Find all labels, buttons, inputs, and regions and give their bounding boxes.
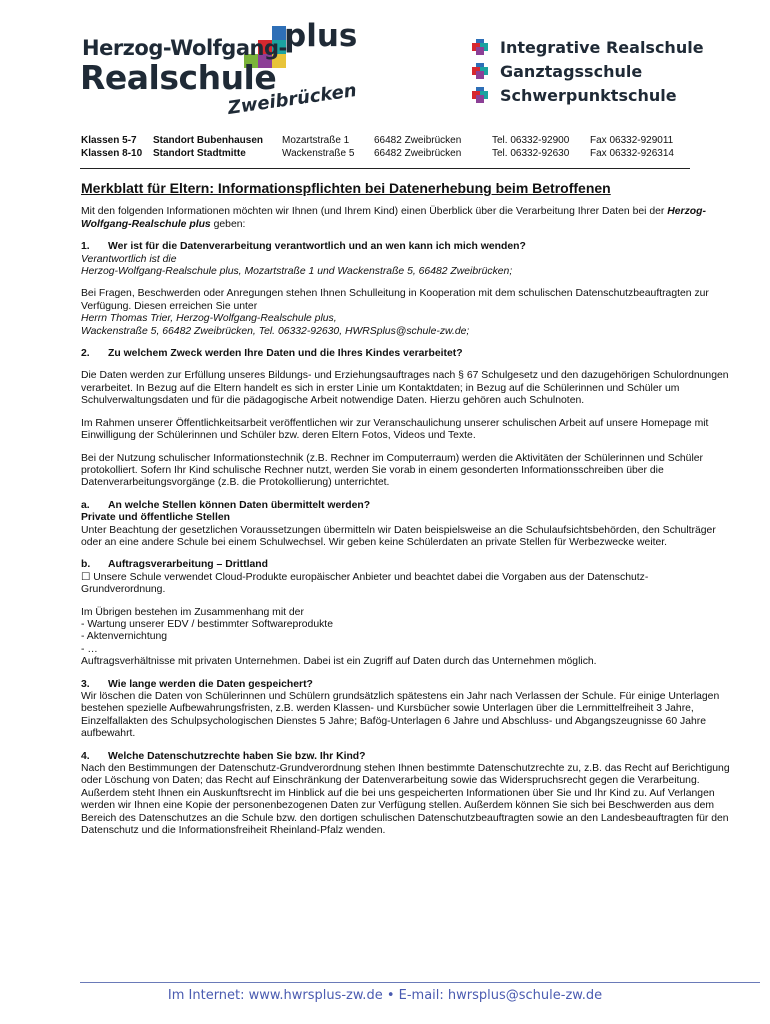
logo-text-line2: Realschule [80,58,277,97]
section-heading-text: Zu welchem Zweck werden Ihre Daten und die Ihres Kindes verarbeitet? [108,348,463,360]
section-subheading: Private und öffentliche Stellen [81,512,230,524]
school-type-label: Ganztagsschule [500,61,643,81]
section-heading [81,348,731,360]
address-site: Standort Stadtmitte [153,148,246,159]
responsible-address: Herzog-Wolfgang-Realschule plus, Mozartstraße 1 und Wackenstraße 5, 66482 Zweibrücken; [81,266,513,278]
address-classes: Klassen 5-7 [81,135,137,146]
address-site: Standort Bubenhausen [153,135,264,146]
list-item: - Wartung unserer EDV / bestimmter Softwareprodukte [81,618,333,630]
dpo-address: Wackenstraße 5, 66482 Zweibrücken, Tel. 06332-92630, HWRSplus@schule-zw.de; [81,325,470,337]
intro-text: Mit den folgenden Informationen möchten wir Ihnen (und Ihrem Kind) einen Überblick über die Verarbeitung Ihrer Daten bei der [81,206,668,218]
intro-paragraph [81,206,731,231]
section-number: 3. [81,678,90,690]
school-type-1 [472,37,704,57]
section-3 [81,679,731,741]
section-paragraph: Wir löschen die Daten von Schülerinnen und Schülern grundsätzlich spätestens ein Jahr nach Verlassen der Schule. Für einige Unterlagen bestehen spezielle Aufbewahrungsfristen, z.B. werden Klassen- und Kursbücher sowie Unterlagen über die Lernmittelfreiheit 3 Jahre, Einzelfallakten des Schulpsychologischen Dienstes 5 Jahre; Bafög-Unterlagen 6 Jahre und Abschluss- und Abgangszeugnisse 60 Jahre aufbewahrt. [81,691,720,740]
school-type-3 [472,85,677,105]
logo-text-line1: Herzog-Wolfgang- [82,36,287,60]
address-fax: Fax 06332-929011 [590,135,674,146]
address-classes: Klassen 8-10 [81,148,143,159]
contact-paragraph: Bei Fragen, Beschwerden oder Anregungen stehen Ihnen Schulleitung in Kooperation mit dem schulischen Datenschutzbeauftragten zur Verfügung. Diesen erreichen Sie unter [81,288,709,312]
section-heading [81,679,731,691]
list-intro: Im Übrigen bestehen im Zusammenhang mit der [81,606,304,618]
address-street: Mozartstraße 1 [282,135,350,146]
plus-cross-icon [472,63,488,79]
document-title: Merkblatt für Eltern: Informationspflichten bei Datenerhebung beim Betroffenen [81,180,611,196]
section-heading-text: Auftragsverarbeitung – Drittland [108,559,268,571]
section-paragraph: Unter Beachtung der gesetzlichen Voraussetzungen übermitteln wir Daten beispielsweise an die Schulaufsichtsbehörden, den Schulträger oder an eine andere Schule bei einem Schulwechsel. Wir geben keine Schülerdaten an private Stellen für Werbezwecke weiter. [81,524,716,548]
logo-text-city: Zweibrücken [226,80,358,119]
responsible-label: Verantwortlich ist die [81,253,177,265]
list-item: - … [81,643,98,655]
list-outro: Auftragsverhältnisse mit privaten Unternehmen. Dabei ist ein Zugriff auf Daten durch das Unternehmen möglich. [81,656,597,668]
section-heading [81,559,731,571]
footer-divider [80,982,760,983]
section-heading [81,751,731,763]
section-heading-text: Wie lange werden die Daten gespeichert? [108,678,313,690]
footer-contact: Im Internet: www.hwrsplus-zw.de • E-mail: hwrsplus@schule-zw.de [167,988,603,1003]
address-city: 66482 Zweibrücken [374,148,462,159]
section-heading-text: Wer ist für die Datenverarbeitung verantwortlich und an wen kann ich mich wenden? [108,241,526,253]
section-a [81,500,731,550]
section-heading-text: Welche Datenschutzrechte haben Sie bzw. Ihr Kind? [108,750,366,762]
section-heading-text: An welche Stellen können Daten übermittelt werden? [108,499,371,511]
address-fax: Fax 06332-926314 [590,148,674,159]
school-logo [78,18,378,118]
plus-cross-icon [472,39,488,55]
intro-text-end: geben: [210,218,246,230]
section-heading [81,241,731,253]
address-street: Wackenstraße 5 [282,148,355,159]
section-number: 4. [81,750,90,762]
dpo-name: Herrn Thomas Trier, Herzog-Wolfgang-Realschule plus, [81,313,337,325]
section-1-contact [81,288,731,338]
plus-cross-icon [472,87,488,103]
intro-school-name: Herzog-Wolfgang-Realschule plus [81,206,706,230]
section-2 [81,348,731,360]
section-1 [81,241,731,278]
section-b [81,559,731,596]
section-number: 2. [81,348,90,360]
section-paragraph: Im Rahmen unserer Öffentlichkeitsarbeit veröffentlichen wir zur Veranschaulichung unserer schulischen Arbeit auf unsere Homepage mit Einwilligung der Schülerinnen und Schüler bzw. deren Eltern Fotos, Videos und Texte. [81,417,709,442]
address-tel: Tel. 06332-92630 [492,148,570,159]
school-type-2 [472,61,642,81]
section-number: b. [81,559,91,571]
header-divider [80,168,690,169]
section-paragraph: Die Daten werden zur Erfüllung unseres Bildungs- und Erziehungsauftrages nach § 67 Schulgesetz und den dazugehörigen Schulordnungen verarbeitet. In Bezug auf die Eltern handelt es sich in erster Linie um Kontaktdaten; in Bezug auf die Schülerinnen und Schüler um Schulverwaltungsdaten und für die pädagogische Arbeit notwendige Daten. Hierzu gehören auch Schulnoten. [81,370,729,407]
section-heading [81,500,731,512]
document-body [81,182,731,847]
section-b-list [81,607,731,669]
section-number: 1. [81,241,90,253]
section-paragraph: Nach den Bestimmungen der Datenschutz-Grundverordnung stehen Ihnen bestimmte Datenschutzrechte zu, z.B. das Recht auf Berichtigung oder Löschung von Daten; das Recht auf Einschränkung der Datenverarbeitung sowie das Widerspruchsrecht gegen die Verarbeitung. Außerdem steht Ihnen ein Auskunftsrecht im Hinblick auf die bei uns gespeicherten Informationen über Sie und Ihr Kind zu. Auf Verlangen werden wir Ihnen eine Kopie der personenbezogenen Daten zur Verfügung stellen. Außerdem können Sie sich bei Beschwerden aus dem Bereich des Datenschutzes an die Schule bzw. den dortigen schulischen Datenschutzbeauftragten sowie an den Landesbeauftragten für den Datenschutz und die Informationsfreiheit Rheinland-Pfalz wenden. [81,763,730,837]
school-type-label: Schwerpunktschule [500,85,677,105]
list-item: - Aktenvernichtung [81,631,168,643]
section-4 [81,751,731,838]
section-number: a. [81,499,90,511]
address-city: 66482 Zweibrücken [374,135,462,146]
address-tel: Tel. 06332-92900 [492,135,570,146]
section-paragraph: Bei der Nutzung schulischer Informationstechnik (z.B. Rechner im Computerraum) werden die Aktivitäten der Schülerinnen und Schüler protokolliert. Sofern Ihr Kind schulische Rechner nutzt, werden Sie vorab in einem gesonderten Informationsschreiben über die Datenverarbeitungsvorgänge (z.B. die Protokollierung) unterrichtet. [81,452,704,489]
cloud-checkbox-paragraph: ☐ Unsere Schule verwendet Cloud-Produkte europäischer Anbieter und beachtet dabei die Vorgaben aus der Datenschutz-Grundverordnung. [81,571,649,596]
school-type-label: Integrative Realschule [500,37,704,57]
logo-text-plus: plus [284,18,358,54]
